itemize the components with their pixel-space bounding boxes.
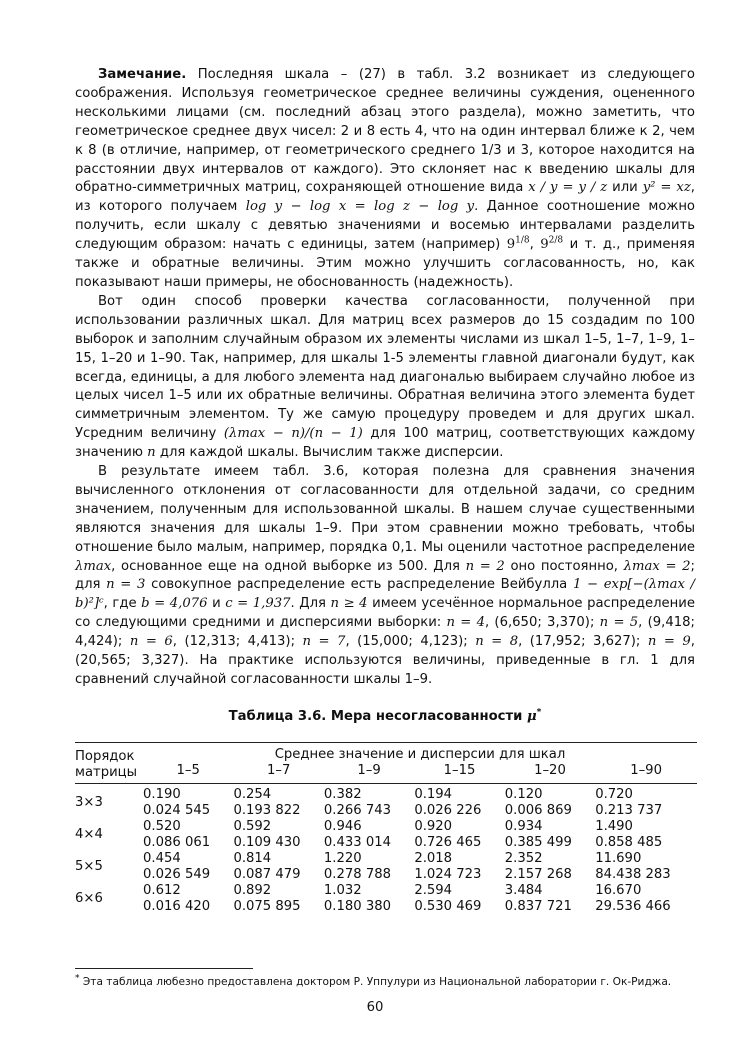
footnote [75,973,695,988]
scale-header: 1–5 [143,763,233,784]
cell-variance: 0.026 549 [143,866,211,882]
formula: λmax = 2 [623,558,691,574]
table-cell [505,883,595,915]
scale-header: 1–90 [595,763,697,784]
cell-variance: 29.536 466 [595,898,671,914]
text-run: и т. д., применяя также и обратные величины. Этим можно улучшить согласованность, но, как показывают наши примеры, не обоснованность (надежность). [75,237,695,290]
table-cell [324,783,414,819]
formula: n = 7 [302,634,346,650]
cell-mean: 0.194 [414,786,453,802]
text-run: совокупное распределение есть распределение Вейбулла [151,577,568,593]
formula: n = 2 [465,558,505,574]
table-row [75,851,697,883]
formula-exponent: 1/8 [515,235,530,246]
cell-mean: 16.670 [595,882,642,898]
table-cell [143,783,233,819]
cell-mean: 2.018 [414,850,453,866]
cell-variance: 0.087 479 [233,866,301,882]
text-run: для каждой шкалы. Вычислим также дисперсии. [159,445,504,461]
formula [540,237,563,252]
table-cell [505,819,595,851]
cell-mean: 11.690 [595,850,642,866]
cell-variance: 0.433 014 [323,834,391,850]
cell-variance: 84.438 283 [595,866,671,882]
table-cell [414,819,504,851]
formula: n = 8 [475,634,519,650]
formula: λmax [75,558,112,574]
formula: n = 6 [129,634,173,650]
text-run: , (12,313; 4,413); [172,634,296,650]
table-cell [233,819,323,851]
cell-mean: 0.190 [143,786,181,802]
text-run: , (15,000; 4,123); [345,634,468,650]
span-header: Среднее значение и дисперсии для шкал [143,742,697,763]
cell-variance: 0.086 061 [143,834,211,850]
formula-base: 9 [540,237,549,253]
text-run: , основанное еще на одной выборке из 500. Для [111,558,460,574]
formula: n = 4 [446,615,485,631]
text-run: , (9,418; 4,424); [75,615,695,650]
formula-base: 9 [506,237,516,253]
cell-variance: 0.193 822 [233,802,301,818]
table-cell [324,819,414,851]
remark-lead: Замечание. [98,67,187,82]
page-number: 60 [366,1000,384,1015]
cell-mean: 0.454 [143,850,181,866]
cell-variance: 0.180 380 [323,898,391,914]
cell-mean: 0.382 [323,786,362,802]
cell-variance: 2.157 268 [504,866,572,882]
formula: y² = xz [642,180,691,196]
table-cell [233,783,323,819]
cell-mean: 0.934 [504,818,543,834]
table-cell [143,883,233,915]
text-run: имеем усечённое нормальное распределение со следующими средними и дисперсиями выборки: [75,596,695,631]
table-row [75,883,697,915]
cell-mean: 0.520 [143,818,181,834]
formula: b = 4,076 [141,596,208,612]
table-cell [414,883,504,915]
matrix-order: 4×4 [75,826,103,842]
text-run: , (6,650; 3,370); [484,615,595,631]
table-cell [595,851,697,883]
table-cell [324,883,414,915]
cell-mean: 0.120 [504,786,543,802]
cell-mean: 3.484 [504,882,543,898]
cell-variance: 0.530 469 [414,898,482,914]
cell-variance: 0.278 788 [323,866,391,882]
table-cell [505,851,595,883]
table-cell [233,883,323,915]
cell-variance: 0.024 545 [143,802,211,818]
matrix-order: 5×5 [75,858,103,874]
caption-footnote-mark: * [536,707,542,718]
text-run: , (17,952; 3,627); [518,634,641,650]
formula: n = 9 [647,634,691,650]
formula: n [147,445,156,461]
formula: (λmax − n)/(n − 1) [223,426,363,442]
table-cell [595,819,697,851]
cell-mean: 1.490 [595,818,633,834]
caption-symbol: μ [526,708,537,724]
text-run: для 100 матриц, соответствующих каждому значению [75,426,695,461]
page-body [75,66,695,915]
formula [507,237,530,252]
cell-variance: 0.385 499 [504,834,572,850]
table-cell [324,851,414,883]
table-cell [414,783,504,819]
cell-mean: 2.594 [414,882,453,898]
scale-header: 1–9 [324,763,414,784]
table-row [75,819,697,851]
cell-variance: 0.726 465 [414,834,482,850]
text-run: оно постоянно, [510,558,618,574]
row-header: Порядок матрицы [75,742,143,783]
cell-variance: 0.213 737 [595,802,663,818]
text-run: Вот один способ проверки качества согласованности, полученной при использовании различных шкал. Для матриц всех размеров до 15 создадим по 100 выборок и заполним случайным образом их элементы числами из шкал 1–5, 1–7, 1–9, 1–15, 1–20 и 1–90. Так, например, для шкалы 1-5 элементы главной диагонали будут, как всегда, единицы, а для любого элемента над диагональю выбираем случайно любое из целых чисел 1–5 или их обратные величины. Обратная величина этого элемента будет симметричным элементом. Ту же самую процедуру проведем и для других шкал. Усредним величину [75,293,695,442]
text-run: В результате имеем табл. 3.6, которая полезна для сравнения значения вычисленного отклонения от согласованности для отдельной задачи, со средним значением, полученным для использованной шкалы. В нашем случае существенными являются значения для шкалы 1–9. При этом сравнении можно требовать, чтобы отношение было малым, например, порядка 0,1. Мы оценили частотное распределение [75,464,695,555]
cell-mean: 1.032 [323,882,362,898]
formula: x / y = y / z [528,180,608,196]
cell-mean: 0.920 [414,818,453,834]
text-run: . Данное соотношение можно получить, если шкалу с девятью значениями и восемью интервалами разделить следующим образом: начать с единицы, затем (например) [75,199,696,253]
cell-variance: 0.266 743 [323,802,391,818]
cell-mean: 0.814 [233,850,272,866]
paragraph-results [75,463,695,690]
matrix-order: 6×6 [75,890,103,906]
formula: n ≥ 4 [330,596,368,612]
table-cell [143,819,233,851]
cell-mean: 0.592 [233,818,272,834]
table-cell [143,851,233,883]
cell-variance: 1.024 723 [414,866,482,882]
cell-variance: 0.026 226 [414,802,482,818]
text-run: Последняя шкала – (27) в табл. 3.2 возникает из следующего соображения. Используя геометрическое среднее величины суждения, оцененного несколькими лицами (см. последний абзац этого раздела), можно заметить, что геометрическое среднее двух чисел: 2 и 8 есть 4, что на один интервал ближе к 2, чем к 8 (в отличие, например, от геометрического среднего 1/3 и 3, которое находится на расстоянии двух интервалов от каждого). Это склоняет нас к введению шкалы для обратно-симметричных матриц, сохраняющей отношение вида [75,67,695,196]
text-run: , (20,565; 3,327). На практике используются величины, приведенные в гл. 1 для сравнений случайной согласованности шкалы 1–9. [75,634,695,687]
formula: 1 − exp[−(λmax / b)²]ᶜ [75,577,695,612]
footnote-rule [75,968,253,969]
table-cell [505,783,595,819]
cell-mean: 0.892 [233,882,272,898]
matrix-order: 3×3 [75,794,103,810]
cell-variance: 0.016 420 [143,898,211,914]
cell-mean: 0.254 [233,786,272,802]
cell-variance: 0.109 430 [233,834,301,850]
cell-mean: 0.612 [143,882,181,898]
formula: c = 1,937 [225,596,291,612]
formula: n = 5 [599,615,639,631]
formula-exponent: 2/8 [548,235,564,246]
text-run: и [212,596,221,612]
text-run: или [612,180,638,196]
text-run: , из которого получаем [75,180,695,215]
scale-header: 1–15 [414,763,504,784]
text-run: . Для [290,596,326,612]
cell-mean: 0.946 [323,818,362,834]
footnote-mark: * [75,973,80,984]
paragraph-remark: Замечание. Последняя шкала – (27) в табл. 3.2 возникает из следующего соображения. Используя геометрическое среднее величины суждения, оцененного несколькими лицами (см. последний абзац этого раздела), можно заметить, что геометрическое среднее двух чисел: 2 и 8 есть 4, что на один интервал ближе к 2, чем к 8 (в отличие, например, от геометрического среднего 1/3 и 3, которое находится на расстоянии двух интервалов от каждого). Это склоняет нас к введению шкалы для обратно-симметричных матриц, сохраняющей отношение вида x / y = y / z или y² = xz, из которого получаем log y − log x = log z − log y. Данное соотношение можно получить, если шкалу с девятью значениями и восемью интервалами разделить следующим образом: начать с единицы, затем (например) $9^{1/8}$, $9^{2/8}$ и т. д., применяя также и обратные величины. Этим можно улучшить согласованность, но, как показывают наши примеры, не обоснованность (надежность). [75,67,696,290]
formula: log y − log x = log z − log y [245,199,475,215]
table-cell [595,883,697,915]
cell-variance: 0.858 485 [595,834,663,850]
cell-mean: 2.352 [504,850,543,866]
formula: n = 3 [106,577,146,593]
table-cell [233,851,323,883]
paragraph-method [75,293,695,463]
scale-header: 1–20 [505,763,595,784]
cell-variance: 0.006 869 [504,802,572,818]
cell-mean: 0.720 [595,786,633,802]
table-cell [414,851,504,883]
cell-mean: 1.220 [323,850,362,866]
cell-variance: 0.837 721 [504,898,572,914]
footnote-text: Эта таблица любезно предоставлена доктором Р. Уппулури из Национальной лаборатории г. Ок-Риджа. [82,976,672,988]
inconsistency-table [75,742,697,915]
cell-variance: 0.075 895 [233,898,301,914]
table-caption [75,708,695,727]
table-cell [595,783,697,819]
table-row [75,783,697,819]
scale-header: 1–7 [233,763,323,784]
text-run: , где [103,596,137,612]
caption-text: Таблица 3.6. Мера несогласованности [228,708,523,724]
text-run: ; для [75,558,695,593]
